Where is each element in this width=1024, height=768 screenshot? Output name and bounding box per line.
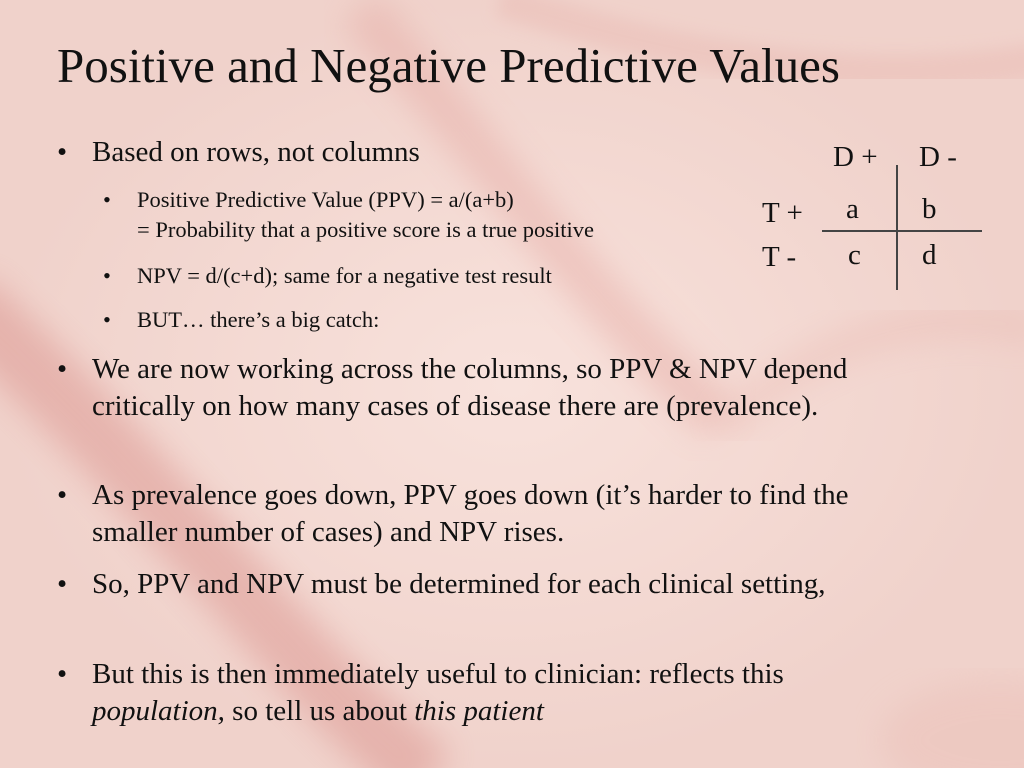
bullet-marker: • [57,658,68,690]
col-header-disease-negative: D - [919,141,957,173]
emphasis-population: population, [92,695,225,727]
bullet-marker: • [57,479,68,511]
bullet-text: BUT… there’s a big catch: [137,307,380,332]
slide-title: Positive and Negative Predictive Values [57,38,840,93]
bullet-marker: • [57,568,68,600]
bullet-clinical-setting [57,566,887,603]
bullet-based-on-rows [57,134,887,171]
bullet-text [137,185,743,245]
bullet-working-across-columns [57,351,887,425]
emphasis-this-patient: this patient [414,695,544,727]
ppv-definition: = Probability that a positive score is a true positive [137,217,594,242]
bullet-useful-to-clinician [57,656,887,730]
subbullet-catch [103,305,743,335]
ppv-formula: Positive Predictive Value (PPV) = a/(a+b) [137,187,514,212]
bullet-text: Based on rows, not columns [92,136,420,168]
bullet-text: We are now working across the columns, so PPV & NPV depend critically on how many cases of disease there are (prevalence). [92,353,848,422]
col-header-disease-positive: D + [833,141,878,173]
subbullet-ppv [103,185,743,245]
row-header-test-positive: T + [762,197,803,229]
bullet-text-start: But this is then immediately useful to clinician: reflects this [92,658,784,690]
cell-d: d [922,239,937,271]
bullet-text-middle: so tell us about [224,695,415,727]
cell-b: b [922,193,937,225]
bullet-text: So, PPV and NPV must be determined for each clinical setting, [92,568,826,600]
subbullet-npv [103,261,743,291]
bullet-marker: • [103,263,111,288]
bullet-text [92,656,887,730]
table-horizontal-divider [822,230,982,232]
bullet-prevalence-down [57,477,887,551]
cell-c: c [848,239,861,271]
row-header-test-negative: T - [762,241,797,273]
bullet-marker: • [103,187,111,212]
cell-a: a [846,193,859,225]
bullet-marker: • [57,136,68,168]
bullet-text: As prevalence goes down, PPV goes down (it’s harder to find the smaller number of cases) and NPV rises. [92,479,849,548]
table-vertical-divider [896,165,898,290]
bullet-text: NPV = d/(c+d); same for a negative test result [137,263,552,288]
bullet-marker: • [57,353,68,385]
bullet-marker: • [103,307,111,332]
